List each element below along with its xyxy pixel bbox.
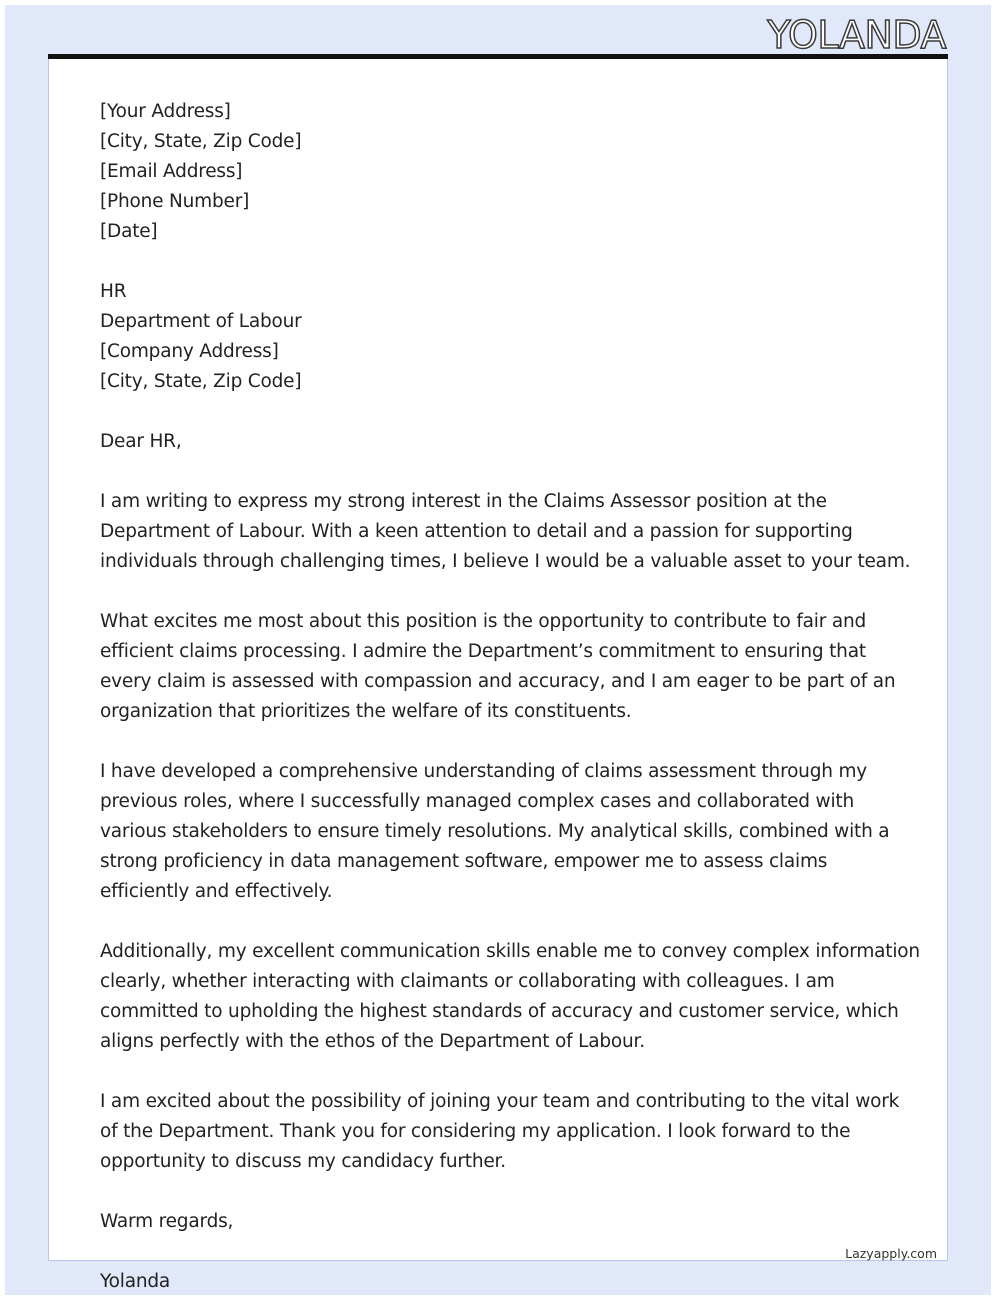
recipient-organization: Department of Labour xyxy=(100,311,302,332)
paragraph-line: opportunity to discuss my candidacy further. xyxy=(100,1151,506,1172)
paragraph-line: clearly, whether interacting with claimants or collaborating with colleagues. I am xyxy=(100,971,835,992)
brand-name: YOLANDA xyxy=(767,13,946,57)
recipient-block xyxy=(100,277,910,397)
paragraph-line: I am excited about the possibility of joining your team and contributing to the vital work xyxy=(100,1091,900,1112)
body-paragraph xyxy=(100,757,910,907)
body-paragraph xyxy=(100,1087,910,1177)
paragraph-line: individuals through challenging times, I believe I would be a valuable asset to your team. xyxy=(100,551,911,572)
sender-email: [Email Address] xyxy=(100,161,243,182)
paragraph-line: efficiently and effectively. xyxy=(100,881,333,902)
recipient-name: HR xyxy=(100,281,127,302)
recipient-address: [Company Address] xyxy=(100,341,279,362)
paragraph-line: previous roles, where I successfully managed complex cases and collaborated with xyxy=(100,791,854,812)
paragraph-line: strong proficiency in data management software, empower me to assess claims xyxy=(100,851,828,872)
paragraph-line: committed to upholding the highest standards of accuracy and customer service, which xyxy=(100,1001,899,1022)
paragraph-line: organization that prioritizes the welfare of its constituents. xyxy=(100,701,632,722)
paragraph-line: Additionally, my excellent communication skills enable me to convey complex information xyxy=(100,941,920,962)
paragraph-line: aligns perfectly with the ethos of the Department of Labour. xyxy=(100,1031,645,1052)
salutation: Dear HR, xyxy=(100,431,182,452)
sender-block xyxy=(100,97,910,247)
paragraph-line: efficient claims processing. I admire the Department’s commitment to ensuring that xyxy=(100,641,866,662)
letter-date: [Date] xyxy=(100,221,158,242)
recipient-city-state-zip: [City, State, Zip Code] xyxy=(100,371,302,392)
paragraph-line: What excites me most about this position is the opportunity to contribute to fair and xyxy=(100,611,867,632)
body-paragraph xyxy=(100,937,920,1057)
cover-letter xyxy=(100,97,920,1297)
sender-city-state-zip: [City, State, Zip Code] xyxy=(100,131,302,152)
signature-name: Yolanda xyxy=(100,1271,171,1292)
paragraph-line: every claim is assessed with compassion and accuracy, and I am eager to be part of an xyxy=(100,671,896,692)
paragraph-line: I am writing to express my strong interest in the Claims Assessor position at the xyxy=(100,491,827,512)
paragraph-line: of the Department. Thank you for considering my application. I look forward to the xyxy=(100,1121,851,1142)
paragraph-line: various stakeholders to ensure timely resolutions. My analytical skills, combined with a xyxy=(100,821,890,842)
sender-phone: [Phone Number] xyxy=(100,191,250,212)
watermark: Lazyapply.com xyxy=(845,1246,937,1261)
body-paragraph xyxy=(100,487,910,577)
paragraph-line: I have developed a comprehensive understanding of claims assessment through my xyxy=(100,761,868,782)
closing: Warm regards, xyxy=(100,1211,234,1232)
body-paragraph xyxy=(100,607,910,727)
paragraph-line: Department of Labour. With a keen attention to detail and a passion for supporting xyxy=(100,521,853,542)
sender-address: [Your Address] xyxy=(100,101,231,122)
